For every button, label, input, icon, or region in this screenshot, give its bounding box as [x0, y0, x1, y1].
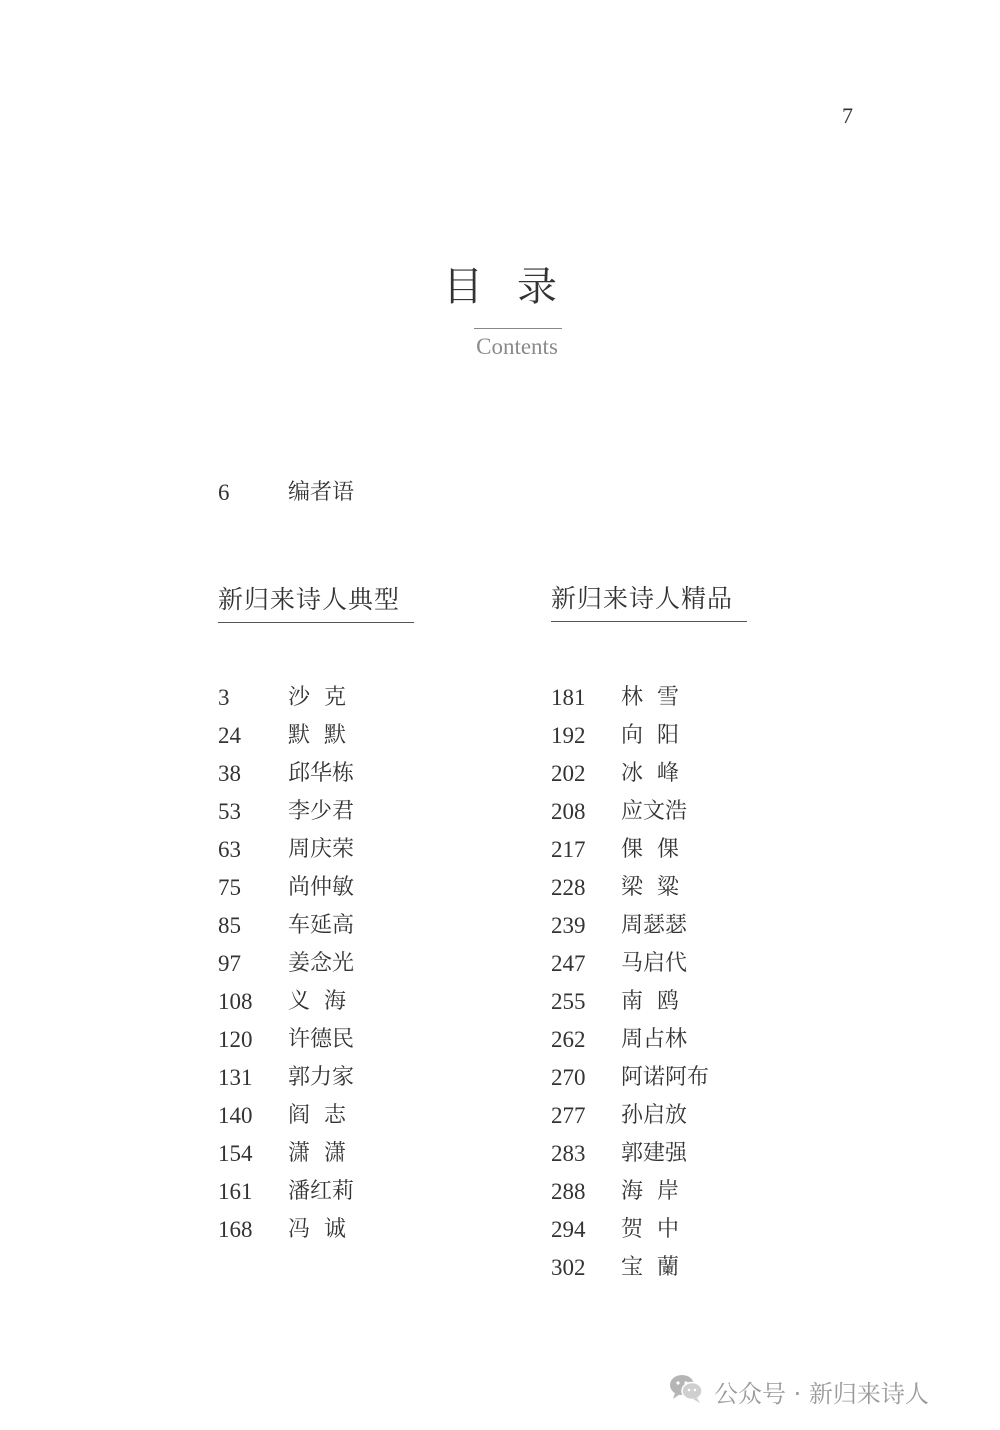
- entry-page: 3: [218, 685, 230, 710]
- entry-name: 马启代: [621, 951, 688, 976]
- entry-page: 302: [551, 1255, 586, 1280]
- page-subtitle: Contents: [476, 334, 558, 359]
- entry-name: 贺 中: [621, 1217, 679, 1242]
- entry-name: 向 阳: [621, 723, 679, 748]
- entry-page: 6: [218, 480, 230, 505]
- entry-name: 阎 志: [288, 1103, 346, 1128]
- entry-name: 义 海: [288, 989, 346, 1014]
- entry-name: 林 雪: [621, 685, 679, 710]
- entry-name: 编者语: [288, 480, 355, 505]
- entry-name: 周占林: [621, 1027, 688, 1052]
- entry-page: 154: [218, 1141, 253, 1166]
- entry-page: 270: [551, 1065, 586, 1090]
- entry-name: 默 默: [288, 723, 346, 748]
- entry-page: 120: [218, 1027, 253, 1052]
- entry-name: 海 岸: [621, 1179, 679, 1204]
- entry-name: 沙 克: [288, 685, 346, 710]
- intro-entry[interactable]: [218, 478, 418, 508]
- entry-name: 潘红莉: [288, 1179, 355, 1204]
- entry-name: 冰 峰: [621, 761, 679, 786]
- entry-page: 168: [218, 1217, 253, 1242]
- entry-name: 南 鸥: [621, 989, 679, 1014]
- entry-page: 239: [551, 913, 586, 938]
- entry-page: 131: [218, 1065, 253, 1090]
- entry-name: 周瑟瑟: [621, 913, 688, 938]
- entry-name: 邱华栋: [288, 761, 355, 786]
- entry-name: 许德民: [288, 1027, 355, 1052]
- entry-page: 294: [551, 1217, 586, 1242]
- entry-name: 应文浩: [621, 799, 688, 824]
- entry-name: 潇 潇: [288, 1141, 346, 1166]
- entry-name: 尚仲敏: [288, 875, 355, 900]
- entry-name: 阿诺阿布: [621, 1065, 710, 1090]
- entry-page: 208: [551, 799, 586, 824]
- entry-name: 李少君: [288, 799, 355, 824]
- section-heading-selected: 新归来诗人精品: [551, 579, 747, 622]
- entry-page: 38: [218, 761, 241, 786]
- entry-name: 姜念光: [288, 951, 355, 976]
- page-title: 目录: [443, 264, 591, 310]
- entry-name: 倮 倮: [621, 837, 679, 862]
- entry-page: 53: [218, 799, 241, 824]
- entry-page: 108: [218, 989, 253, 1014]
- entry-page: 85: [218, 913, 241, 938]
- page-number: 7: [842, 103, 853, 128]
- entry-page: 24: [218, 723, 241, 748]
- entry-page: 283: [551, 1141, 586, 1166]
- entry-page: 75: [218, 875, 241, 900]
- section-heading-typical: 新归来诗人典型: [218, 580, 414, 623]
- entry-page: 217: [551, 837, 586, 862]
- entry-page: 277: [551, 1103, 586, 1128]
- entry-page: 181: [551, 685, 586, 710]
- entry-page: 202: [551, 761, 586, 786]
- entry-name: 周庆荣: [288, 837, 355, 862]
- entry-name: 梁 粱: [621, 875, 679, 900]
- watermark: [668, 1372, 929, 1410]
- entry-page: 247: [551, 951, 586, 976]
- entry-name: 宝 蘭: [621, 1255, 679, 1280]
- entry-name: 冯 诚: [288, 1217, 346, 1242]
- entry-page: 140: [218, 1103, 253, 1128]
- watermark-text: 公众号 · 新归来诗人: [714, 1379, 929, 1408]
- entry-page: 228: [551, 875, 586, 900]
- entry-page: 63: [218, 837, 241, 862]
- entry-page: 288: [551, 1179, 586, 1204]
- title-divider: [474, 328, 562, 329]
- entry-page: 192: [551, 723, 586, 748]
- entry-page: 97: [218, 951, 241, 976]
- entry-name: 孙启放: [621, 1103, 688, 1128]
- entry-page: 255: [551, 989, 586, 1014]
- wechat-icon: [668, 1372, 714, 1410]
- entry-name: 郭建强: [621, 1141, 688, 1166]
- entry-name: 车延高: [288, 913, 355, 938]
- entry-page: 262: [551, 1027, 586, 1052]
- entry-name: 郭力家: [288, 1065, 355, 1090]
- entry-page: 161: [218, 1179, 253, 1204]
